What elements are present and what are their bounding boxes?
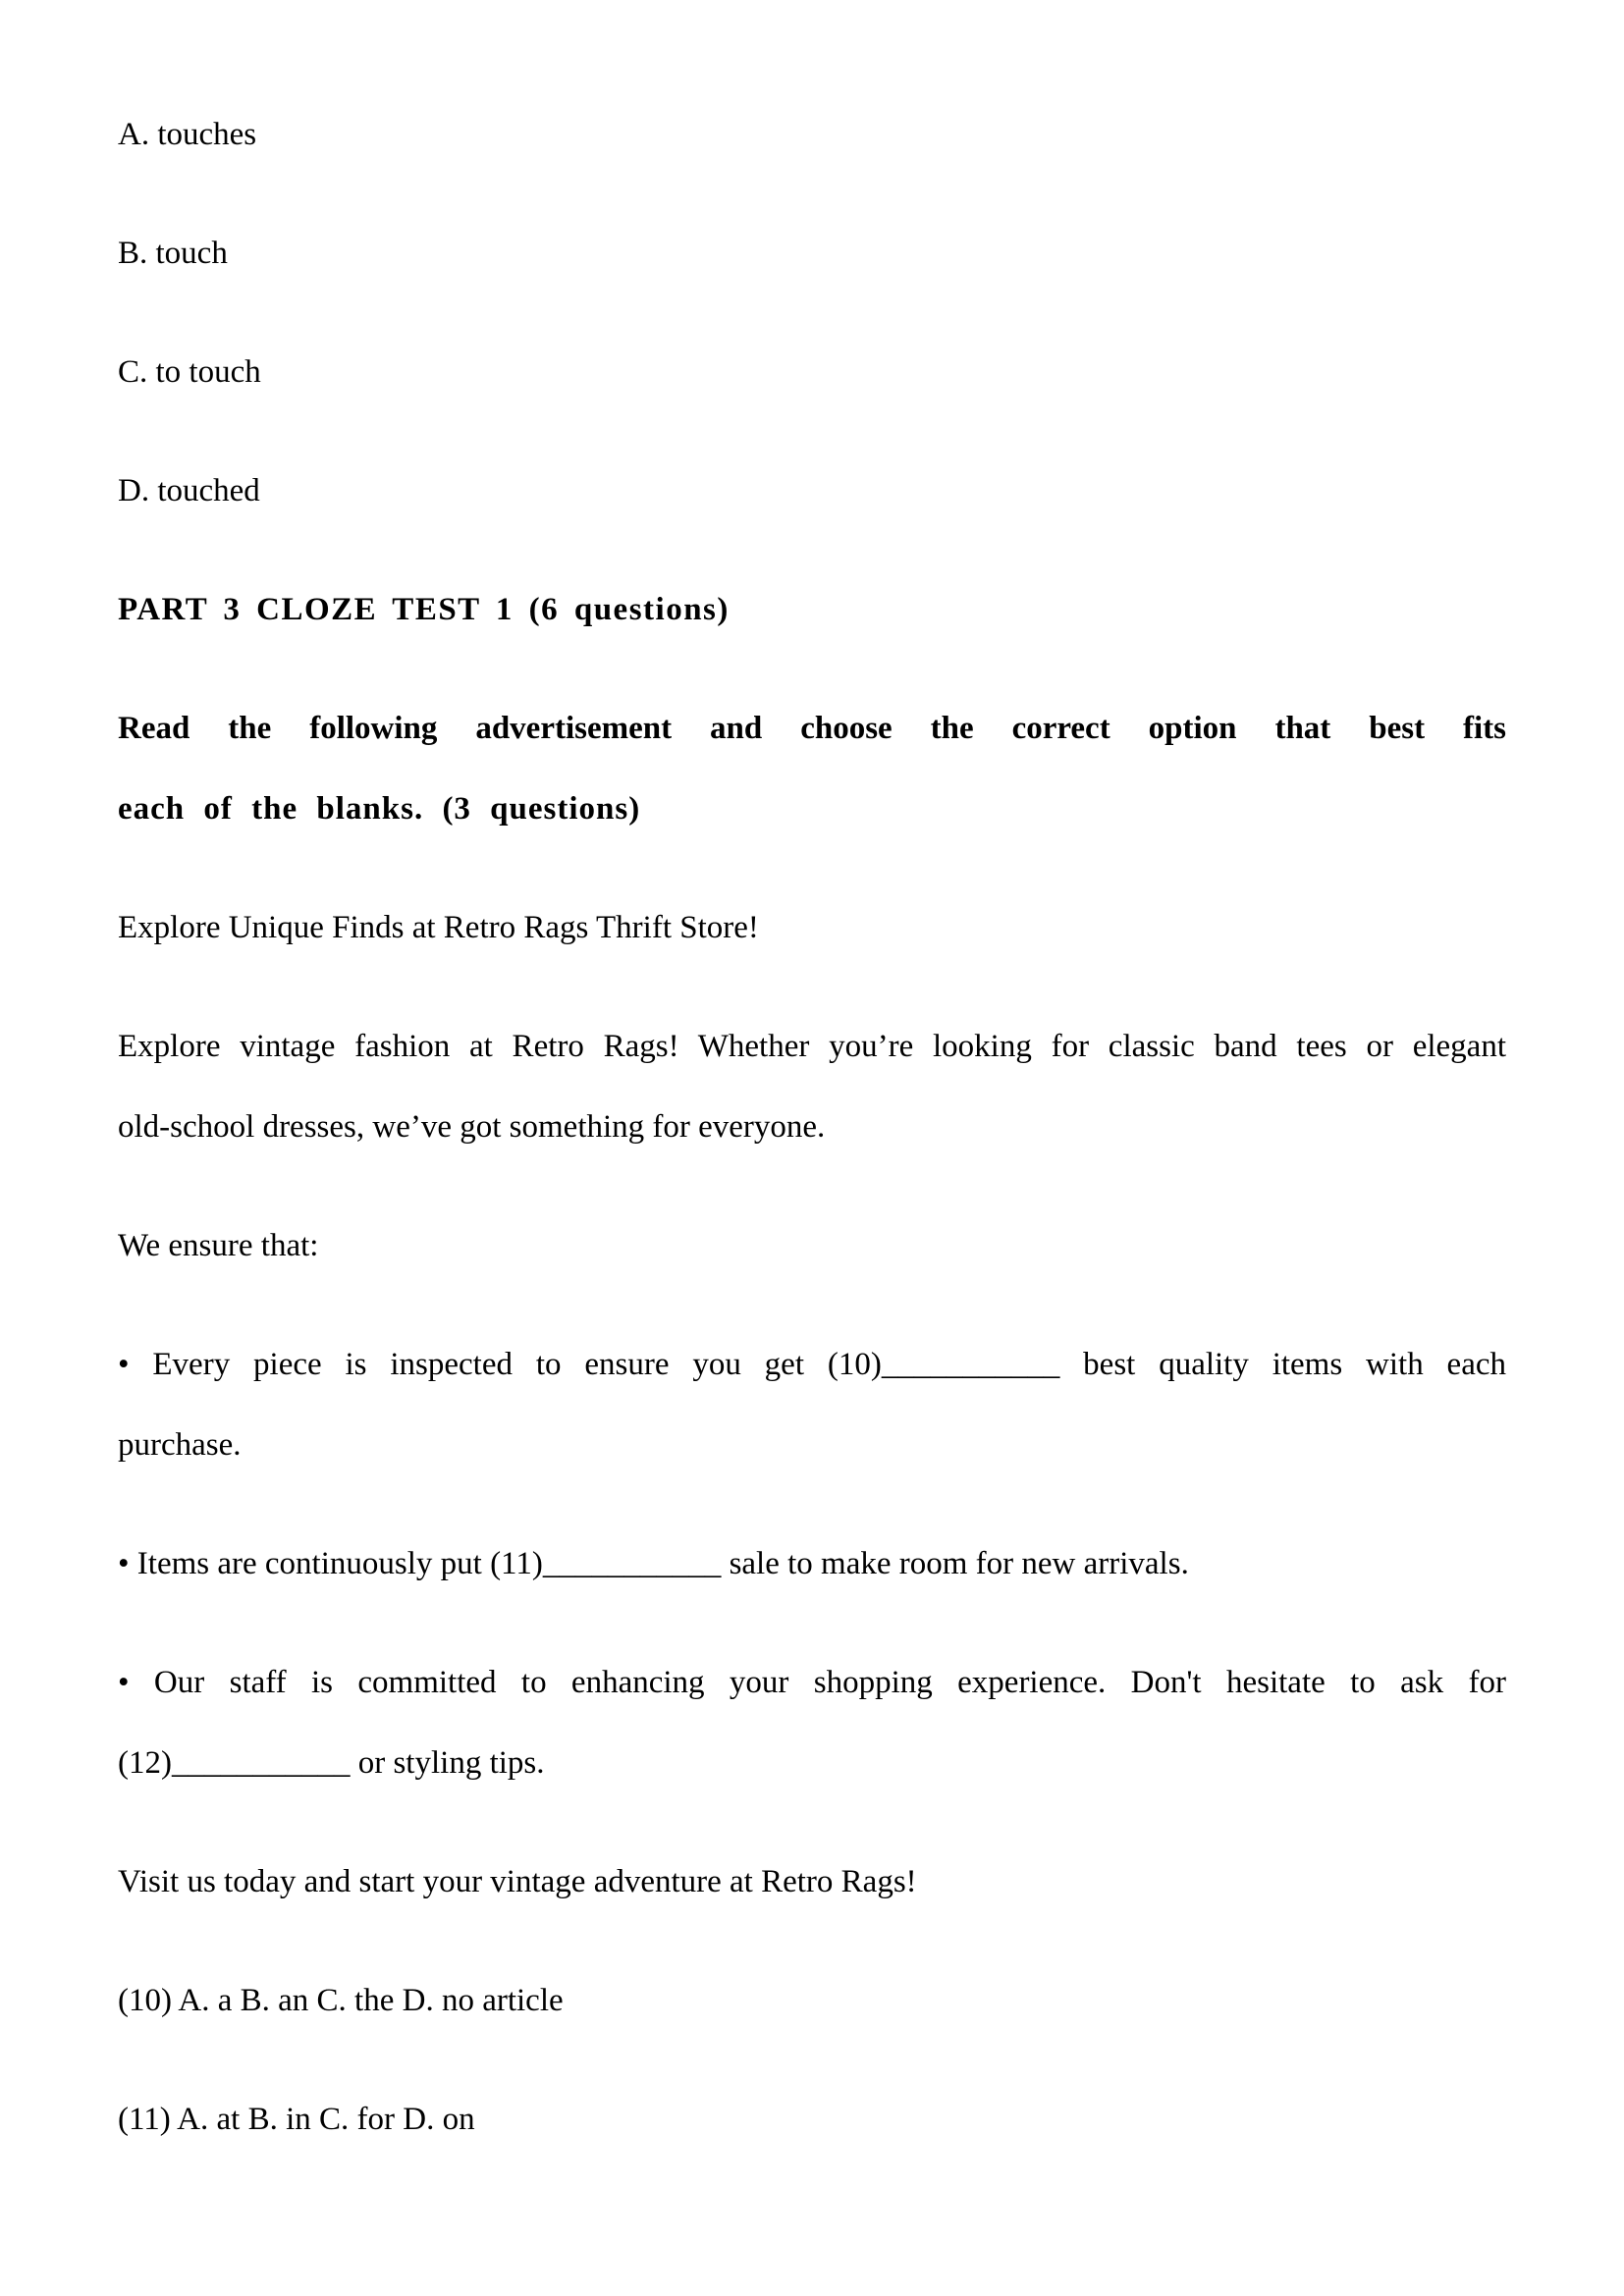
ad-ensure-line: We ensure that:: [118, 1228, 319, 1263]
cloze-question-10: (10) A. a B. an C. the D. no article: [118, 1983, 564, 2018]
answer-option-c: C. to touch: [118, 354, 261, 390]
ad-title: Explore Unique Finds at Retro Rags Thrift Store!: [118, 910, 759, 945]
answer-option-a: A. touches: [118, 117, 257, 152]
instructions-line-2: each of the blanks. (3 questions): [118, 791, 641, 827]
answer-option-d: D. touched: [118, 473, 260, 508]
answer-option-b: B. touch: [118, 236, 228, 271]
ad-intro-line-2: old-school dresses, we’ve got something for everyone.: [118, 1109, 826, 1145]
ad-bullet-quality-line-1: • Every piece is inspected to ensure you get (10)___________ best quality items with each: [118, 1347, 1506, 1382]
ad-bullet-staff-line-2: (12)___________ or styling tips.: [118, 1745, 545, 1781]
cloze-question-11: (11) A. at B. in C. for D. on: [118, 2102, 475, 2137]
ad-intro-line-1: Explore vintage fashion at Retro Rags! Whether you’re looking for classic band tees or elegant: [118, 1029, 1506, 1064]
part3-heading: PART 3 CLOZE TEST 1 (6 questions): [118, 592, 730, 627]
ad-bullet-staff-line-1: • Our staff is committed to enhancing your shopping experience. Don't hesitate to ask for: [118, 1665, 1506, 1700]
ad-bullet-quality-line-2: purchase.: [118, 1427, 242, 1463]
ad-bullet-sale: • Items are continuously put (11)___________ sale to make room for new arrivals.: [118, 1546, 1189, 1581]
instructions-line-1: Read the following advertisement and choose the correct option that best fits: [118, 711, 1506, 746]
ad-closing: Visit us today and start your vintage adventure at Retro Rags!: [118, 1864, 917, 1899]
